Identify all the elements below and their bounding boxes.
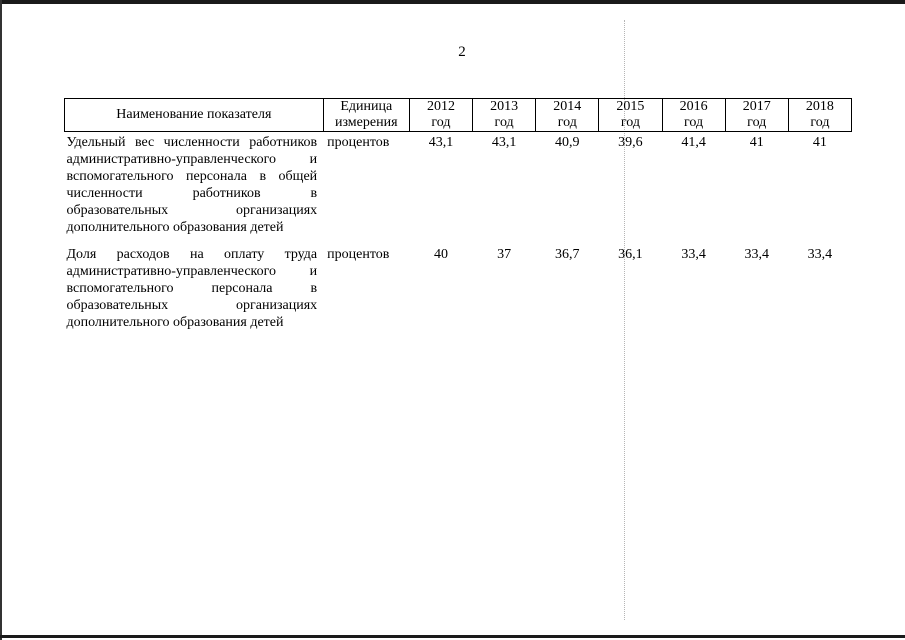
value-cell: 41,4	[681, 135, 706, 150]
value-cell: 41	[749, 135, 764, 150]
indicator-unit: процентов	[327, 247, 390, 262]
value-cell: 33,4	[744, 247, 769, 262]
header-indicator-name: Наименование показателя	[65, 99, 324, 132]
indicator-unit: процентов	[327, 135, 390, 150]
table-row	[65, 244, 852, 339]
left-edge-rule	[0, 0, 2, 640]
value-cell: 43,1	[428, 135, 454, 150]
value-cell: 36,1	[618, 247, 643, 262]
value-cell: 40	[433, 247, 448, 262]
indicator-name: Удельный вес численности работников административно-управленческого и вспомогательного персонала в общей численности работников в образовательных организациях дополнительного образования детей	[66, 135, 318, 235]
page-number: 2	[458, 44, 466, 60]
indicator-name: Доля расходов на оплату труда административно-управленческого и вспомогательного персонала в образовательных организациях дополнительного образования детей	[66, 247, 318, 330]
bottom-edge-rule	[0, 635, 905, 638]
header-year-2013: 2013 год	[473, 99, 536, 132]
header-year-2015: 2015 год	[599, 99, 662, 132]
value-cell: 33,4	[681, 247, 706, 262]
header-year-2016: 2016 год	[662, 99, 725, 132]
value-cell: 33,4	[807, 247, 833, 262]
header-year-2014: 2014 год	[536, 99, 599, 132]
value-cell: 41	[812, 135, 827, 150]
header-unit: Единица измерения	[323, 99, 409, 132]
table-header-row	[65, 99, 852, 132]
value-cell: 40,9	[555, 135, 580, 150]
header-year-2018: 2018 год	[788, 99, 851, 132]
indicators-table	[64, 98, 852, 339]
table-row	[65, 132, 852, 245]
header-year-2012: 2012 год	[409, 99, 472, 132]
value-cell: 36,7	[555, 247, 580, 262]
header-year-2017: 2017 год	[725, 99, 788, 132]
value-cell: 37	[497, 247, 512, 262]
value-cell: 39,6	[618, 135, 643, 150]
top-edge-rule	[0, 0, 905, 4]
value-cell: 43,1	[491, 135, 517, 150]
